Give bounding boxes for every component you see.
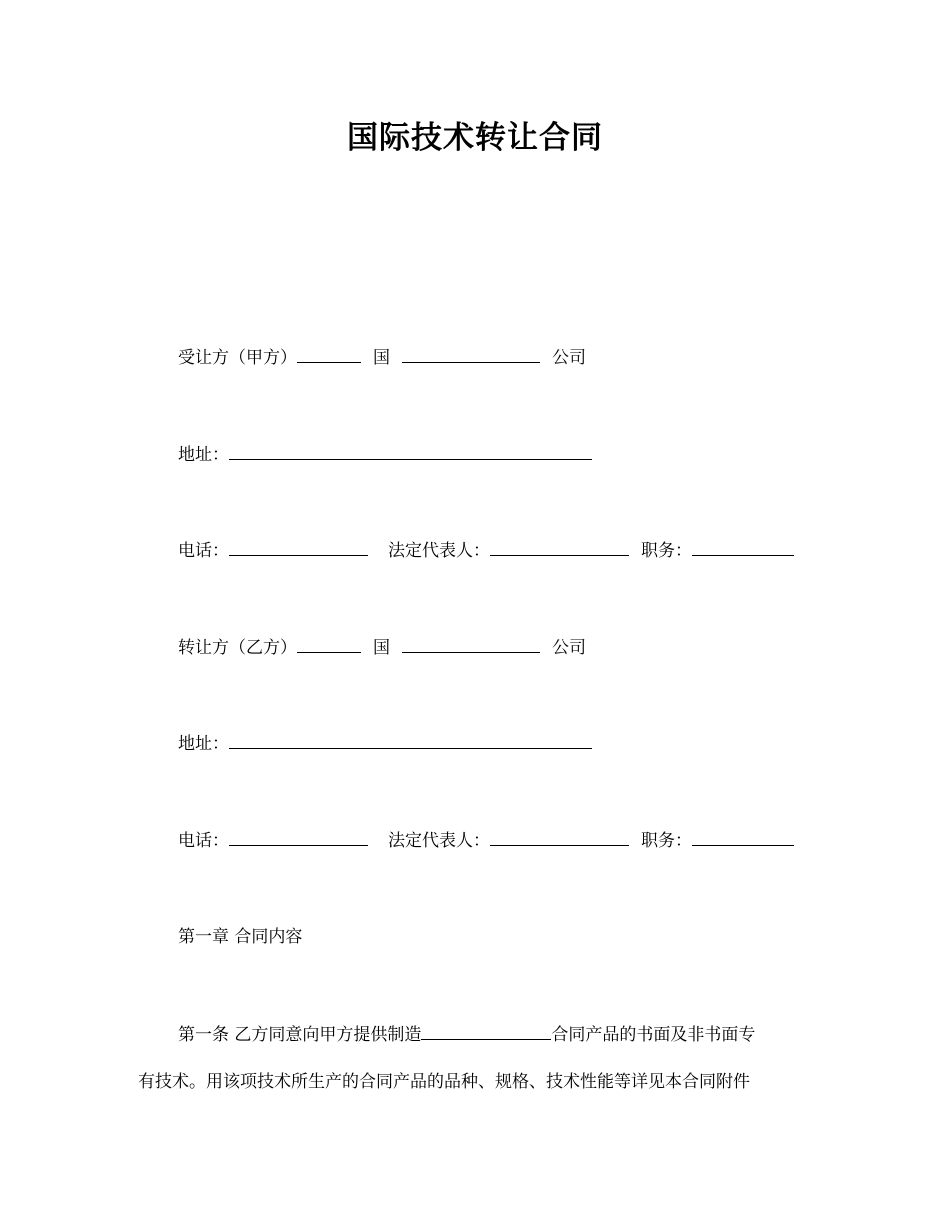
transferee-rep-label: 法定代表人： [388, 541, 490, 561]
article1-line1 [178, 1023, 755, 1046]
transferee-rep-blank[interactable] [490, 539, 629, 556]
transferor-label: 转让方（乙方） [178, 638, 297, 658]
article1-middle: 合同产品的书面及非书面专 [551, 1025, 756, 1045]
document-title: 国际技术转让合同 [347, 120, 603, 156]
transferor-address-line [178, 732, 592, 755]
chapter-heading: 第一章 合同内容 [178, 927, 303, 947]
transferee-company-suffix: 公司 [552, 348, 586, 368]
transferor-rep-label: 法定代表人： [388, 831, 490, 851]
article1-prefix: 第一条 乙方同意向甲方提供制造 [178, 1025, 422, 1045]
transferor-country-suffix: 国 [373, 638, 390, 658]
transferee-position-blank[interactable] [692, 539, 794, 556]
transferor-phone-blank[interactable] [229, 829, 368, 846]
transferee-label: 受让方（甲方） [178, 348, 297, 368]
transferor-contact-line [178, 829, 794, 852]
transferor-company-suffix: 公司 [552, 638, 586, 658]
transferor-country-blank[interactable] [297, 636, 361, 653]
transferee-company-blank[interactable] [402, 346, 540, 363]
transferor-company-blank[interactable] [402, 636, 540, 653]
transferee-address-label: 地址： [178, 445, 229, 465]
transferor-line [178, 636, 586, 659]
transferee-phone-blank[interactable] [229, 539, 368, 556]
transferee-contact-line [178, 539, 794, 562]
article1-product-blank[interactable] [421, 1023, 551, 1040]
transferee-address-line [178, 443, 592, 466]
transferor-rep-blank[interactable] [490, 829, 629, 846]
transferor-phone-label: 电话： [178, 831, 229, 851]
transferor-address-blank[interactable] [229, 732, 592, 749]
transferee-position-label: 职务： [641, 541, 692, 561]
transferor-position-blank[interactable] [692, 829, 794, 846]
transferee-country-blank[interactable] [297, 346, 361, 363]
transferee-line [178, 346, 586, 369]
transferor-position-label: 职务： [641, 831, 692, 851]
transferee-country-suffix: 国 [373, 348, 390, 368]
transferor-address-label: 地址： [178, 734, 229, 754]
transferee-address-blank[interactable] [229, 443, 592, 460]
article1-line2: 有技术。用该项技术所生产的合同产品的品种、规格、技术性能等详见本合同附件 [138, 1072, 750, 1092]
transferee-phone-label: 电话： [178, 541, 229, 561]
